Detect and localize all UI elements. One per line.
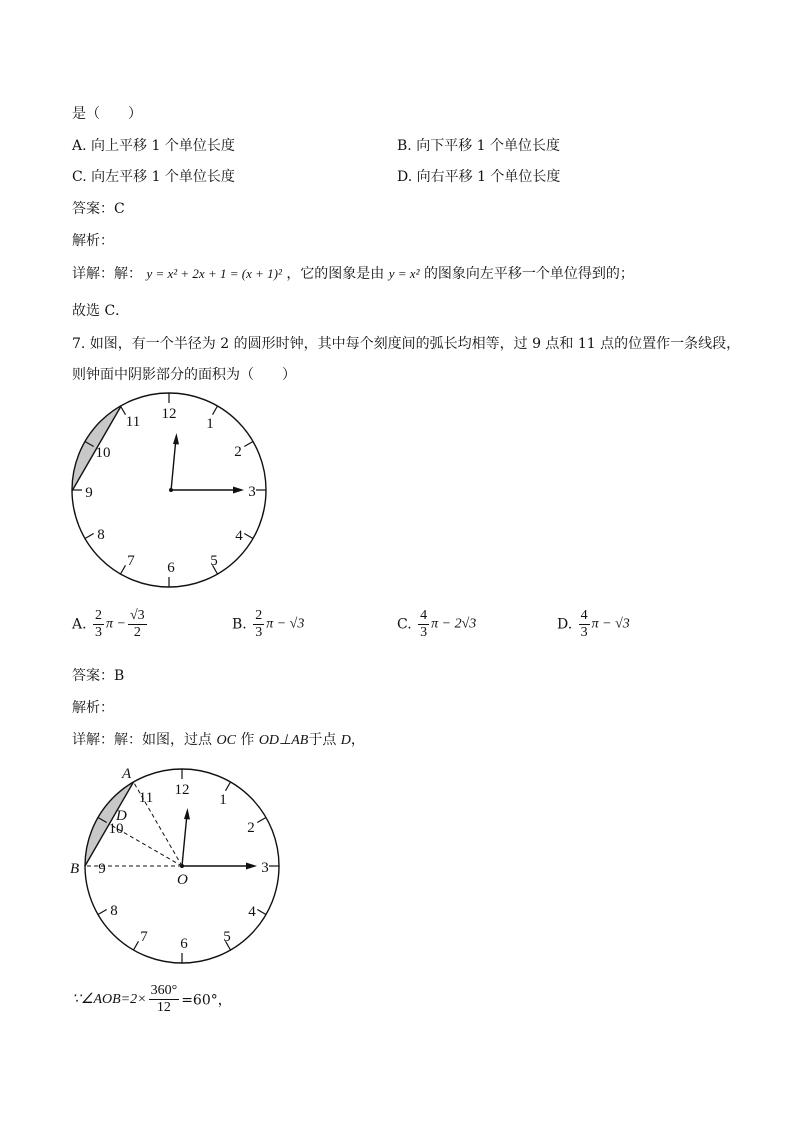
clock-number-9: 9 (85, 485, 93, 501)
q7-option-a-pi: π − (106, 616, 126, 632)
clock-number-8: 8 (110, 903, 118, 919)
q7-detail-prefix: 详解：解：如图，过点 (72, 732, 212, 748)
clock-number-8: 8 (97, 527, 105, 543)
q7-option-c (397, 608, 476, 641)
angle-result: =60°， (181, 992, 232, 1009)
clock-number-7: 7 (127, 553, 135, 569)
hour-hand (171, 438, 176, 491)
clock-number-2: 2 (247, 820, 255, 836)
q7-detail-end: ， (350, 732, 365, 748)
q6-detail-mid: ，它的图象是由 (286, 266, 385, 282)
hour-hand (182, 814, 187, 866)
clock-number-12: 12 (174, 782, 190, 798)
clock-number-6: 6 (167, 560, 175, 576)
angle-fraction: $\frac{360^\circ}{12}$ (150, 983, 178, 1015)
q6-detail-formula2: y = x² (388, 266, 420, 281)
q7-detail-d: D (340, 733, 351, 748)
q6-option-d: D. 向右平移 1 个单位长度 (397, 169, 561, 185)
clock-number-11: 11 (125, 414, 141, 430)
clock-number-11: 11 (138, 790, 154, 806)
minute-hand-tip (233, 487, 244, 494)
clock-figure (66, 390, 276, 595)
clock-number-10: 10 (108, 821, 124, 837)
q7-detail (72, 729, 365, 749)
q7-answer: 答案：B (72, 668, 125, 684)
q7-detail-mid2: 于点 (308, 732, 337, 748)
q6-conclusion: 故选 C． (72, 303, 130, 319)
q6-answer: 答案：C (72, 201, 125, 217)
minute-hand-tip (246, 863, 257, 870)
q7-option-b-label: B. (232, 616, 247, 633)
q6-stem-tail: 是（ ） (72, 106, 142, 122)
point-label-b: B (70, 861, 80, 877)
clock-number-1: 1 (206, 416, 214, 432)
q7-option-a-label: A. (72, 616, 87, 633)
q7-option-c-frac: $\frac{4}{3}$ (420, 608, 428, 640)
clock-number-4: 4 (235, 528, 243, 544)
clock-number-2: 2 (234, 444, 242, 460)
q6-analysis-label: 解析： (72, 233, 114, 249)
angle-computation (72, 983, 232, 1016)
q7-stem-line1: 7. 如图，有一个半径为 2 的圆形时钟，其中每个刻度间的弧长均相等，过 9 点和 11 点的位置作一条线段， (72, 336, 741, 352)
q7-option-c-label: C. (397, 616, 412, 633)
clock-number-5: 5 (223, 929, 231, 945)
clock-number-9: 9 (98, 861, 106, 877)
clock-number-3: 3 (261, 860, 269, 876)
q7-detail-od: OD⊥AB (258, 733, 309, 748)
q7-option-d-label: D. (557, 616, 573, 633)
q7-option-b-rest: π − √3 (266, 616, 305, 632)
q7-option-d (557, 608, 630, 641)
q6-detail-suffix: 的图象向左平移一个单位得到的； (423, 266, 634, 282)
point-label-d: D (116, 808, 127, 824)
clock-number-1: 1 (219, 792, 227, 808)
angle-prefix: ∵∠AOB=2× (72, 992, 147, 1007)
clock-number-12: 12 (161, 406, 177, 422)
q7-detail-mid: 作 (240, 732, 255, 748)
q7-detail-oc: OC (216, 733, 236, 748)
hour-hand-tip (184, 808, 190, 820)
clock-center (180, 864, 184, 868)
q7-option-a-frac1: $\frac{2}{3}$ (95, 608, 103, 640)
q6-option-a: A. 向上平移 1 个单位长度 (72, 138, 235, 154)
point-label-o: O (177, 872, 188, 888)
q7-option-b-frac: $\frac{2}{3}$ (255, 608, 263, 640)
q6-option-b: B. 向下平移 1 个单位长度 (397, 138, 560, 154)
clock-number-3: 3 (248, 484, 256, 500)
clock-number-7: 7 (140, 929, 148, 945)
clock-number-10: 10 (95, 445, 111, 461)
point-label-a: A (122, 766, 132, 782)
clock-number-5: 5 (210, 553, 218, 569)
q7-option-a-frac2: $\frac{√3}{2}$ (129, 608, 145, 640)
q7-stem-line2: 则钟面中阴影部分的面积为（ ） (72, 367, 296, 383)
q7-option-a (72, 608, 149, 641)
q6-detail (72, 263, 634, 283)
hour-hand-tip (173, 433, 179, 445)
q7-option-d-frac: $\frac{4}{3}$ (580, 608, 588, 640)
q6-option-c: C. 向左平移 1 个单位长度 (72, 169, 235, 185)
q7-option-d-rest: π − √3 (591, 616, 630, 632)
solution-clock-figure (66, 760, 288, 975)
clock-number-6: 6 (180, 936, 188, 952)
clock-center (169, 488, 173, 492)
q6-detail-prefix: 详解：解： (72, 266, 142, 282)
q7-option-c-rest: π − 2√3 (431, 616, 477, 632)
q6-detail-formula: y = x² + 2x + 1 = (x + 1)² (146, 266, 282, 281)
q7-analysis-label: 解析： (72, 700, 114, 716)
clock-number-4: 4 (248, 904, 256, 920)
q7-option-b (232, 608, 304, 641)
